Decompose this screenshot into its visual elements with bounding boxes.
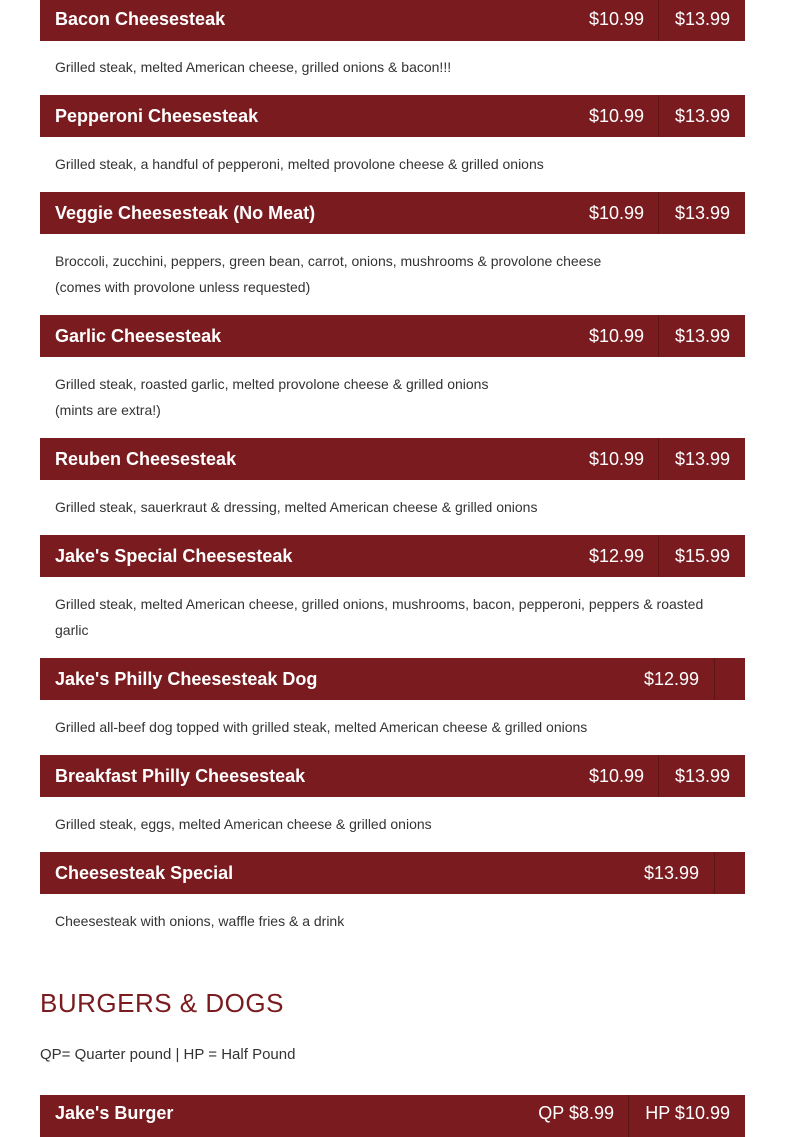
description-line: Broccoli, zucchini, peppers, green bean, carrot, onions, mushrooms & provolone cheese [55, 253, 602, 269]
item-price: $13.99 [643, 863, 699, 883]
description-line: Grilled steak, eggs, melted American cheese & grilled onions [55, 816, 432, 832]
item-price-large: $13.99 [674, 9, 730, 29]
item-price-regular: $10.99 [588, 9, 644, 29]
description-line: Grilled steak, sauerkraut & dressing, melted American cheese & grilled onions [55, 499, 538, 515]
item-price-large: $13.99 [674, 106, 730, 126]
description-line: Grilled steak, roasted garlic, melted provolone cheese & grilled onions [55, 376, 489, 392]
description-line: (mints are extra!) [55, 402, 161, 418]
item-price-regular: $10.99 [588, 106, 644, 126]
menu-item-pepperoni-cheesesteak [40, 95, 745, 137]
item-price-regular: $10.99 [588, 203, 644, 223]
item-description [55, 248, 730, 300]
menu-item-jakes-special-cheesesteak [40, 535, 745, 577]
menu-item-jakes-philly-cheesesteak-dog [40, 658, 745, 700]
price-divider [658, 192, 659, 234]
description-line: Grilled steak, melted American cheese, grilled onions & bacon!!! [55, 59, 452, 75]
price-divider [658, 438, 659, 480]
item-price: $12.99 [643, 669, 699, 689]
description-line: Grilled steak, melted American cheese, grilled onions, mushrooms, bacon, pepperoni, peppers & roasted garlic [55, 596, 704, 638]
item-price-large: $15.99 [674, 546, 730, 566]
menu-item-cheesesteak-special [40, 852, 745, 894]
item-price-large: $13.99 [674, 766, 730, 786]
item-name: Jake's Burger [55, 1103, 174, 1123]
menu-item-bacon-cheesesteak [40, 0, 745, 41]
price-divider [658, 755, 659, 797]
item-name: Cheesesteak Special [55, 863, 234, 883]
price-divider [658, 95, 659, 137]
item-price-regular: $12.99 [588, 546, 644, 566]
item-description [55, 151, 730, 177]
section-title-burgers-dogs: BURGERS & DOGS [40, 988, 284, 1018]
price-divider [658, 0, 659, 41]
description-line: Grilled all-beef dog topped with grilled steak, melted American cheese & grilled onions [55, 719, 588, 735]
item-name: Pepperoni Cheesesteak [55, 106, 259, 126]
item-price-large: $13.99 [674, 203, 730, 223]
item-name: Jake's Philly Cheesesteak Dog [55, 669, 318, 689]
menu-item-garlic-cheesesteak [40, 315, 745, 357]
item-name: Breakfast Philly Cheesesteak [55, 766, 306, 786]
item-name: Garlic Cheesesteak [55, 326, 222, 346]
description-line: Cheesesteak with onions, waffle fries & a drink [55, 913, 345, 929]
price-divider [658, 535, 659, 577]
item-description [55, 494, 730, 520]
menu-item-reuben-cheesesteak [40, 438, 745, 480]
item-price-half-pound: HP $10.99 [645, 1103, 730, 1123]
item-description [55, 908, 730, 934]
item-name: Jake's Special Cheesesteak [55, 546, 293, 566]
menu-item-jakes-burger [40, 1095, 745, 1137]
item-price-large: $13.99 [674, 326, 730, 346]
item-name: Reuben Cheesesteak [55, 449, 237, 469]
item-description [55, 371, 730, 423]
item-price-regular: $10.99 [588, 449, 644, 469]
item-price-regular: $10.99 [588, 326, 644, 346]
price-divider [628, 1095, 629, 1137]
price-divider [658, 315, 659, 357]
item-name: Veggie Cheesesteak (No Meat) [55, 203, 316, 223]
menu-item-breakfast-philly-cheesesteak [40, 755, 745, 797]
item-price-regular: $10.99 [588, 766, 644, 786]
section-note: QP= Quarter pound | HP = Half Pound [40, 1046, 296, 1063]
price-divider [714, 852, 715, 894]
description-line: Grilled steak, a handful of pepperoni, melted provolone cheese & grilled onions [55, 156, 544, 172]
menu-item-veggie-cheesesteak [40, 192, 745, 234]
price-divider [714, 658, 715, 700]
item-name: Bacon Cheesesteak [55, 9, 226, 29]
item-description [55, 714, 730, 740]
description-line: (comes with provolone unless requested) [55, 279, 311, 295]
item-description [55, 54, 730, 80]
item-price-quarter-pound: QP $8.99 [538, 1103, 614, 1123]
item-description [55, 811, 730, 837]
item-description [55, 591, 730, 643]
item-price-large: $13.99 [674, 449, 730, 469]
